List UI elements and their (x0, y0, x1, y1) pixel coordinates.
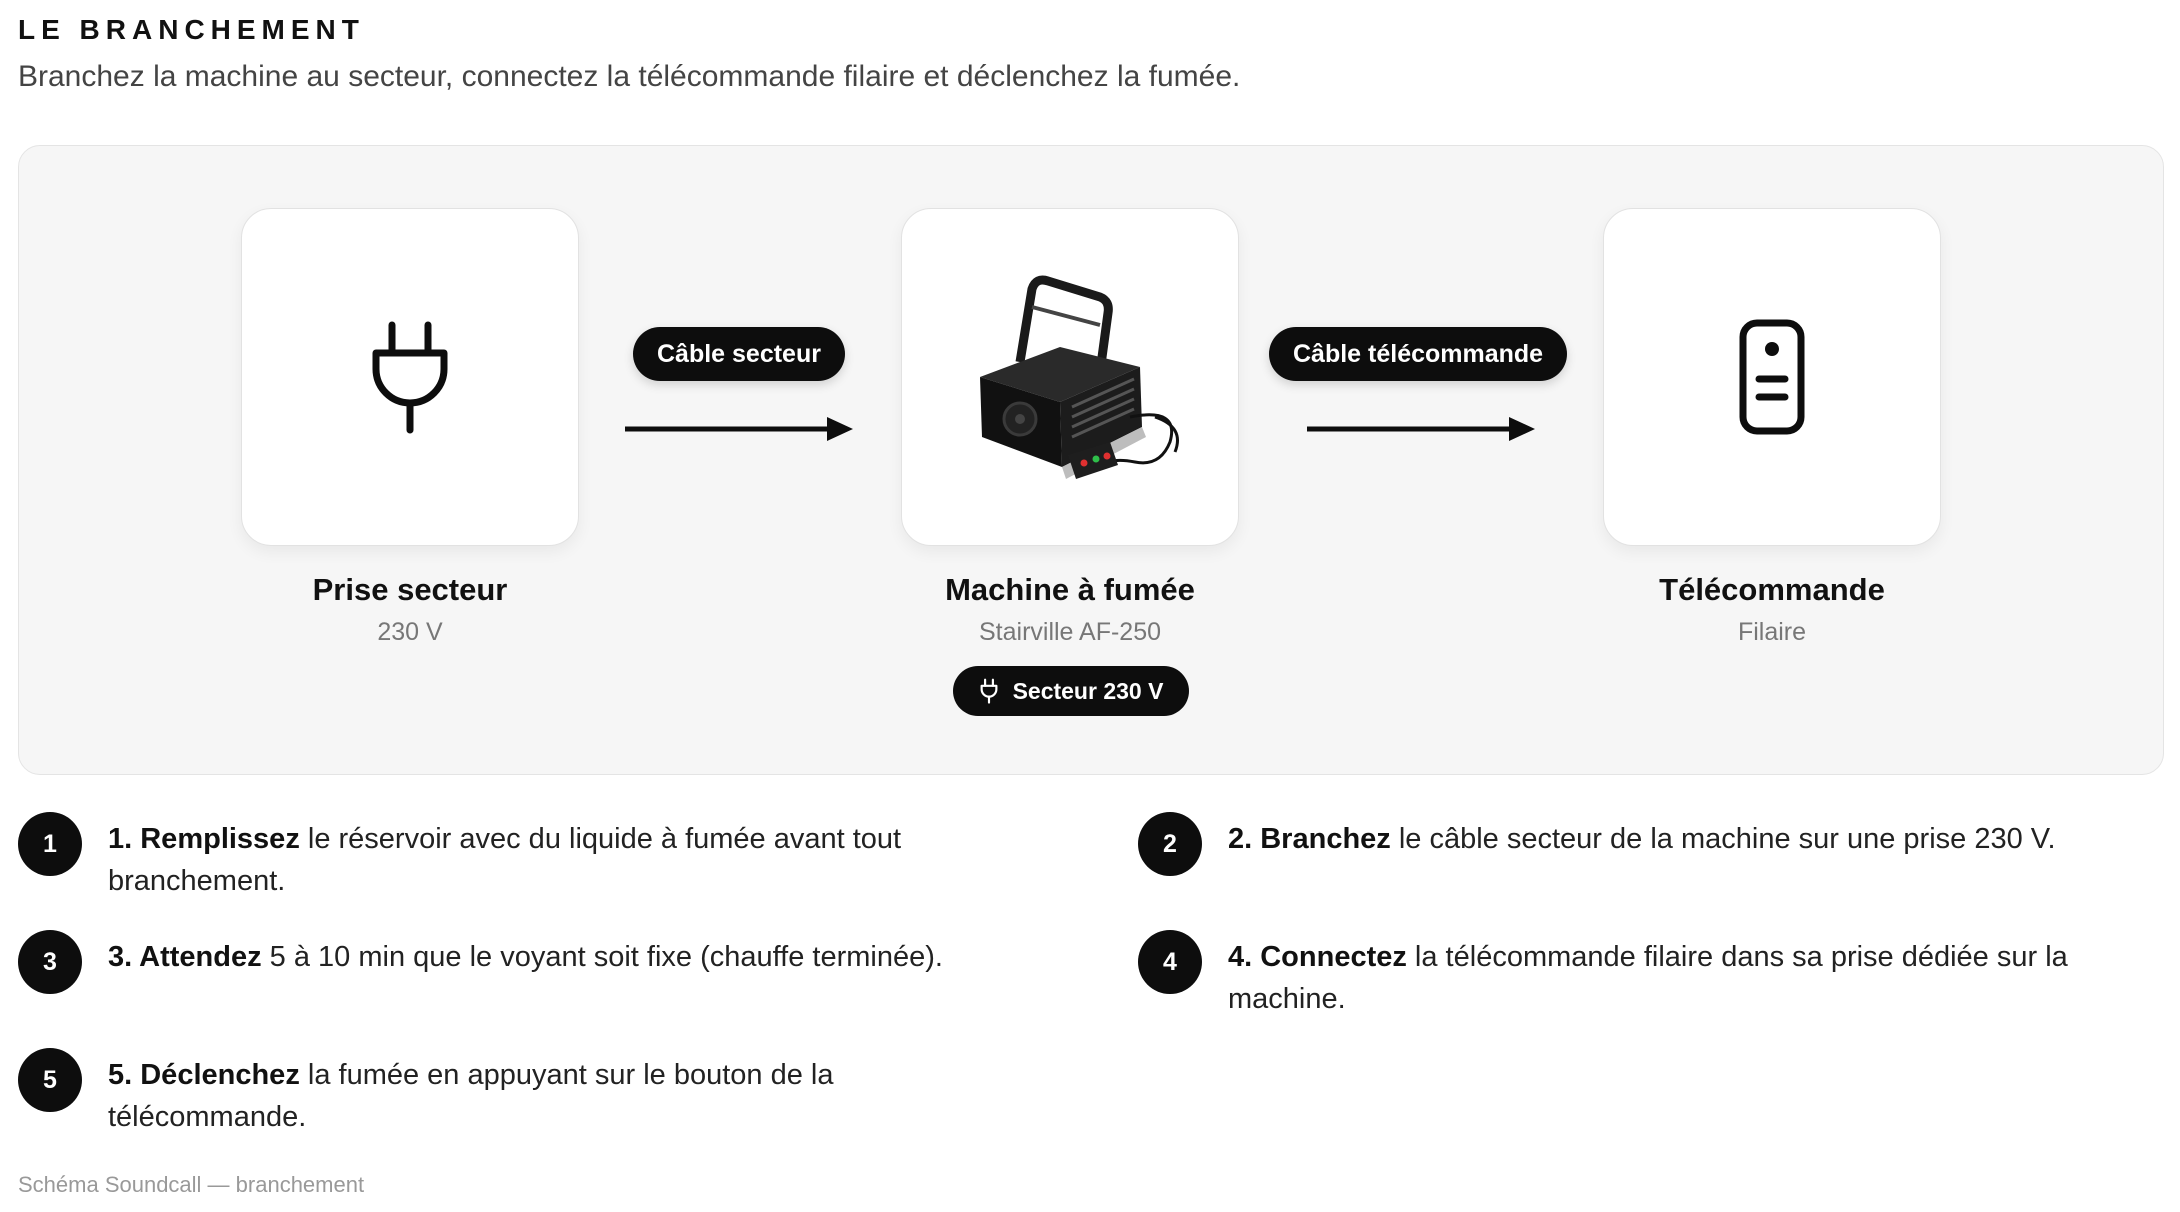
step-item (18, 1048, 1068, 1138)
step-text: 2. Branchez le câble secteur de la machine sur une prise 230 V. (1228, 823, 2056, 855)
remote-control-card (1603, 208, 1941, 546)
step-item (18, 812, 1068, 902)
step-text: 4. Connectez la télécommande filaire dans sa prise dédiée sur la machine. (1228, 941, 2068, 1015)
step-number-badge: 2 (1138, 812, 1202, 876)
node-subtitle-remote: Filaire (1737, 618, 1807, 646)
step-number-badge: 5 (18, 1048, 82, 1112)
step-number-badge: 1 (18, 812, 82, 876)
step-number-badge: 3 (18, 930, 82, 994)
power-badge-label: Secteur 230 V (1012, 677, 1164, 704)
smoke-machine-image (950, 267, 1190, 487)
plug-icon (370, 317, 450, 437)
cable-label-power: Câble secteur (633, 327, 845, 381)
remote-control-icon (1739, 319, 1805, 435)
node-title-remote: Télécommande (1659, 572, 1885, 607)
smoke-machine-card (901, 208, 1239, 546)
node-title-machine: Machine à fumée (945, 572, 1195, 607)
node-subtitle-machine: Stairville AF-250 (978, 618, 1162, 646)
step-item (18, 930, 1068, 994)
step-text: 1. Remplissez le réservoir avec du liquide à fumée avant tout branchement. (108, 823, 902, 897)
connection-diagram (18, 145, 2164, 775)
step-item (1138, 930, 2180, 1020)
arrow-machine-to-remote (1305, 414, 1537, 444)
footer-caption: Schéma Soundcall — branchement (18, 1172, 365, 1197)
arrow-socket-to-machine (623, 414, 855, 444)
page-subtitle: Branchez la machine au secteur, connectez la télécommande filaire et déclenchez la fumée. (18, 60, 1241, 93)
page-heading: LE BRANCHEMENT (18, 14, 365, 45)
cable-label-remote: Câble télécommande (1269, 327, 1567, 381)
step-text: 3. Attendez 5 à 10 min que le voyant soit fixe (chauffe terminée). (108, 941, 943, 973)
node-title-socket: Prise secteur (312, 572, 508, 607)
power-badge (953, 666, 1189, 716)
node-subtitle-socket: 230 V (377, 618, 443, 646)
step-item (1138, 812, 2180, 876)
step-number-badge: 4 (1138, 930, 1202, 994)
step-text: 5. Déclenchez la fumée en appuyant sur le bouton de la télécommande. (108, 1059, 834, 1133)
wall-socket-card (241, 208, 579, 546)
plug-icon (979, 678, 999, 704)
